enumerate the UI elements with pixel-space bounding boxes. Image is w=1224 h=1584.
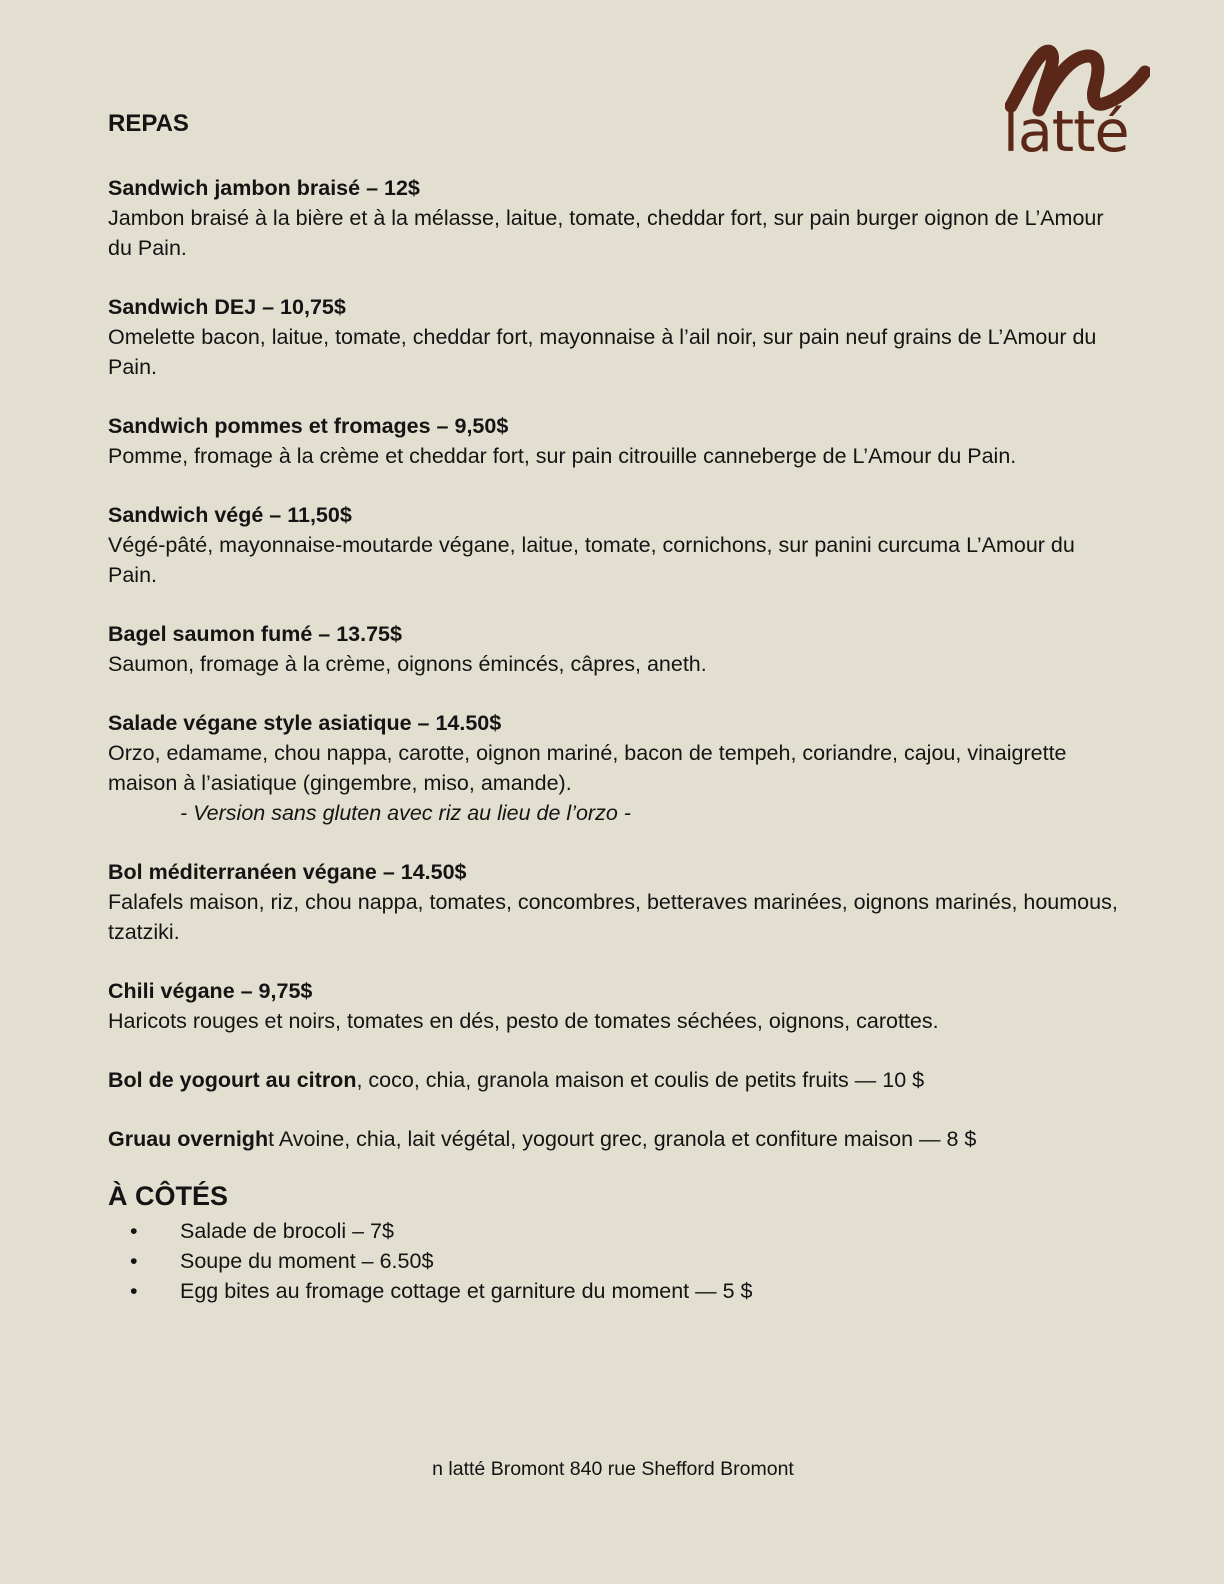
section-title-cotes: À CÔTÉS (108, 1181, 229, 1211)
menu-item-inline (108, 1124, 1118, 1154)
menu-item-description: Jambon braisé à la bière et à la mélasse, laitue, tomate, cheddar fort, sur pain burger oignon de L’Amour du Pain. (108, 206, 1104, 260)
menu-item-description: , coco, chia, granola maison et coulis de petits fruits — 10 $ (356, 1068, 925, 1092)
menu-item-title: Chili végane – 9,75$ (108, 979, 313, 1003)
menu-item-description: Haricots rouges et noirs, tomates en dés, pesto de tomates séchées, oignons, carottes. (108, 1009, 939, 1033)
menu-item-description: Saumon, fromage à la crème, oignons émincés, câpres, aneth. (108, 652, 707, 676)
menu-item-description: Falafels maison, riz, chou nappa, tomates, concombres, betteraves marinées, oignons marinés, houmous, tzatziki. (108, 890, 1118, 944)
list-item-text: Soupe du moment – 6.50$ (180, 1249, 434, 1273)
menu-item (108, 500, 1118, 590)
menu-item-title: Gruau overnigh (108, 1127, 269, 1151)
menu-item (108, 619, 1118, 679)
list-item (108, 1276, 752, 1306)
menu-item-title: Bol méditerranéen végane – 14.50$ (108, 860, 467, 884)
menu-item-title: Sandwich végé – 11,50$ (108, 503, 352, 527)
list-item (108, 1216, 752, 1246)
menu-item-description: Orzo, edamame, chou nappa, carotte, oignon mariné, bacon de tempeh, coriandre, cajou, vinaigrette maison à l’asiatique (gingembre, miso, amande). (108, 741, 1067, 795)
section-title-repas: REPAS (108, 110, 189, 137)
menu-item-inline (108, 1065, 1118, 1095)
menu-item (108, 173, 1118, 263)
menu-item (108, 708, 1118, 828)
list-item-text: Egg bites au fromage cottage et garniture du moment — 5 $ (180, 1279, 753, 1303)
footer-address: n latté Bromont 840 rue Shefford Bromont (432, 1458, 794, 1480)
menu-item (108, 976, 1118, 1036)
menu-item-description: Pomme, fromage à la crème et cheddar fort, sur pain citrouille canneberge de L’Amour du Pain. (108, 444, 1017, 468)
menu-page (108, 0, 1118, 1584)
bullet-icon: • (130, 1279, 138, 1303)
menu-item-description: Végé-pâté, mayonnaise-moutarde végane, laitue, tomate, cornichons, sur panini curcuma L’Amour du Pain. (108, 533, 1075, 587)
menu-item (108, 411, 1118, 471)
menu-item (108, 857, 1118, 947)
list-item (108, 1246, 752, 1276)
menu-item (108, 292, 1118, 382)
menu-item-title: Sandwich pommes et fromages – 9,50$ (108, 414, 509, 438)
bullet-icon: • (130, 1249, 138, 1273)
menu-item-title: Sandwich DEJ – 10,75$ (108, 295, 346, 319)
menu-item-title: Bol de yogourt au citron (108, 1068, 357, 1092)
menu-item-title: Bagel saumon fumé – 13.75$ (108, 622, 402, 646)
logo-wordmark: latté (1003, 99, 1129, 165)
list-item-text: Salade de brocoli – 7$ (180, 1219, 394, 1243)
menu-item-note: - Version sans gluten avec riz au lieu de l’orzo - (180, 801, 631, 825)
menu-item-description: t Avoine, chia, lait végétal, yogourt grec, granola et confiture maison — 8 $ (268, 1127, 977, 1151)
bullet-icon: • (130, 1219, 138, 1243)
cotes-list (108, 1216, 752, 1306)
menu-item-title: Sandwich jambon braisé – 12$ (108, 176, 420, 200)
menu-item-title: Salade végane style asiatique – 14.50$ (108, 711, 502, 735)
menu-item-description: Omelette bacon, laitue, tomate, cheddar fort, mayonnaise à l’ail noir, sur pain neuf grains de L’Amour du Pain. (108, 325, 1097, 379)
